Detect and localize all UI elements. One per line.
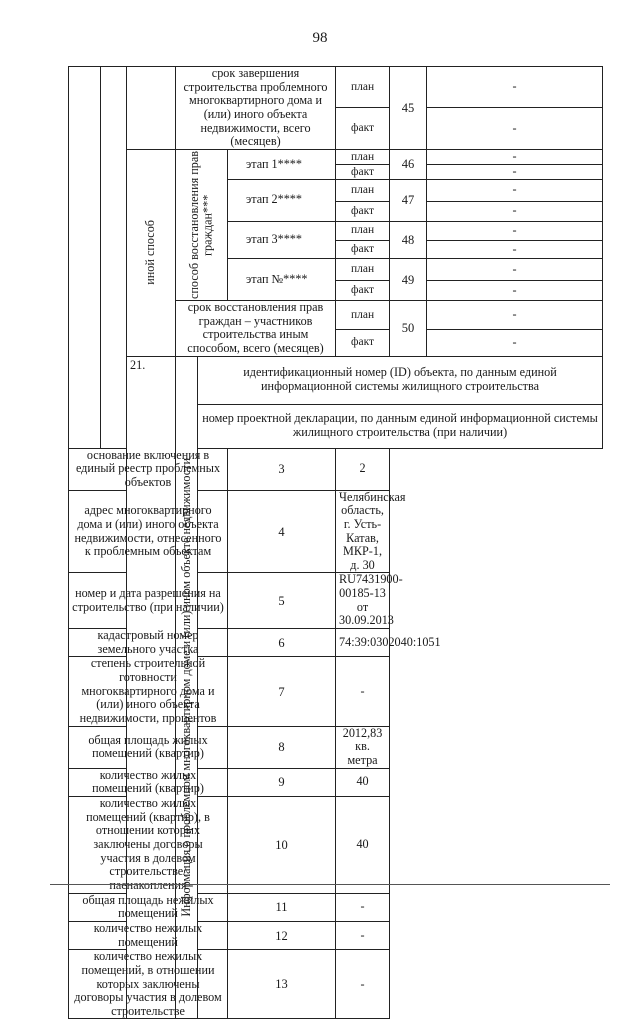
field-num: 4 bbox=[228, 490, 336, 573]
plan-label: план bbox=[336, 259, 390, 281]
field-label: общая площадь жилых помещений (квартир) bbox=[69, 726, 228, 768]
fact-label: факт bbox=[336, 164, 390, 179]
other-way-label: иной способ bbox=[143, 220, 158, 286]
fact-label: факт bbox=[336, 108, 390, 149]
table-row bbox=[69, 356, 603, 404]
field-label: степень строительной готовности многоквартирного дома и (или) иного объекта недвижимости, процентов bbox=[69, 657, 228, 726]
stage-num: 48 bbox=[390, 221, 427, 259]
stage-plan-value: - bbox=[427, 221, 603, 241]
stage-num: 49 bbox=[390, 259, 427, 301]
restoration-term-plan-value: - bbox=[427, 300, 603, 329]
field-num: 3 bbox=[228, 448, 336, 490]
field-value: Челябинская область, г. Усть-Катав, МКР-1, д. 30 bbox=[336, 490, 390, 573]
field-num: 11 bbox=[228, 893, 336, 921]
completion-label: срок завершения строительства проблемного многоквартирного дома и (или) иного объекта недвижимости, всего (месяцев) bbox=[176, 67, 336, 150]
field-num: 7 bbox=[228, 657, 336, 726]
stage-plan-value: - bbox=[427, 259, 603, 281]
stage-label: этап №**** bbox=[228, 259, 336, 301]
field-value: 40 bbox=[336, 796, 390, 893]
field-num: 12 bbox=[228, 921, 336, 949]
section-title: Информация о проблемном многоквартирном доме и (или) ином объекте недвижимости bbox=[178, 458, 193, 917]
table-row bbox=[69, 921, 603, 949]
stage-plan-value: - bbox=[427, 179, 603, 201]
stage-label: этап 3**** bbox=[228, 221, 336, 259]
restoration-term-fact-value: - bbox=[427, 330, 603, 357]
field-label: количество нежилых помещений bbox=[69, 921, 228, 949]
field-label: номер и дата разрешения на строительство (при наличии) bbox=[69, 573, 228, 629]
field-label: основание включения в единый реестр проблемных объектов bbox=[69, 448, 228, 490]
empty-cell bbox=[127, 67, 176, 150]
field-value: - bbox=[336, 893, 390, 921]
field-value: - bbox=[336, 950, 390, 1019]
completion-plan-value: - bbox=[427, 67, 603, 108]
section-cell bbox=[101, 67, 127, 449]
field-label: кадастровый номер земельного участка bbox=[69, 629, 228, 657]
row-number: 21. bbox=[127, 356, 176, 1019]
completion-num: 45 bbox=[390, 67, 427, 150]
fact-label: факт bbox=[336, 280, 390, 300]
stage-fact-value: - bbox=[427, 241, 603, 259]
field-label: идентификационный номер (ID) объекта, по данным единой информационной системы жилищного строительства bbox=[198, 356, 603, 404]
field-num: 13 bbox=[228, 950, 336, 1019]
field-label: количество нежилых помещений, в отношении которых заключены договоры участия в долевом строительстве bbox=[69, 950, 228, 1019]
field-label: количество жилых помещений (квартир), в отношении которых заключены договоры участия в долевом строительстве/паенакопления bbox=[69, 796, 228, 893]
restoration-way-cell bbox=[176, 149, 228, 300]
other-way-cell bbox=[127, 149, 176, 356]
plan-label: план bbox=[336, 179, 390, 201]
plan-label: план bbox=[336, 221, 390, 241]
table-row bbox=[69, 950, 603, 1019]
stage-fact-value: - bbox=[427, 280, 603, 300]
field-value: 2 bbox=[336, 448, 390, 490]
footer-rule bbox=[50, 884, 610, 885]
table-row bbox=[69, 67, 603, 108]
plan-label: план bbox=[336, 67, 390, 108]
table-row bbox=[69, 448, 603, 490]
row-number-cell bbox=[69, 67, 101, 449]
field-value: - bbox=[336, 657, 390, 726]
field-value: 2012,83 кв. метра bbox=[336, 726, 390, 768]
table-row bbox=[69, 796, 603, 893]
stage-plan-value: - bbox=[427, 149, 603, 164]
fact-label: факт bbox=[336, 201, 390, 221]
restoration-way-label: способ восстановления прав граждан*** bbox=[187, 150, 215, 299]
field-value: 40 bbox=[336, 768, 390, 796]
field-num: 8 bbox=[228, 726, 336, 768]
restoration-term-num: 50 bbox=[390, 300, 427, 356]
field-num: 5 bbox=[228, 573, 336, 629]
stage-num: 47 bbox=[390, 179, 427, 221]
field-num: 10 bbox=[228, 796, 336, 893]
table-row bbox=[69, 893, 603, 921]
field-value: - bbox=[336, 921, 390, 949]
table-row bbox=[69, 149, 603, 164]
field-label: общая площадь нежилых помещений bbox=[69, 893, 228, 921]
table-row bbox=[69, 573, 603, 629]
plan-label: план bbox=[336, 300, 390, 329]
field-label: количество жилых помещений (квартир) bbox=[69, 768, 228, 796]
fact-label: факт bbox=[336, 330, 390, 357]
stage-num: 46 bbox=[390, 149, 427, 179]
table-row bbox=[69, 768, 603, 796]
fact-label: факт bbox=[336, 241, 390, 259]
table-row bbox=[69, 629, 603, 657]
stage-fact-value: - bbox=[427, 201, 603, 221]
stage-fact-value: - bbox=[427, 164, 603, 179]
stage-label: этап 2**** bbox=[228, 179, 336, 221]
field-label: адрес многоквартирного дома и (или) иного объекта недвижимости, отнесенного к проблемным объектам bbox=[69, 490, 228, 573]
table-row bbox=[69, 726, 603, 768]
table-row bbox=[69, 657, 603, 726]
field-value: 74:39:0302040:1051 bbox=[336, 629, 390, 657]
field-value: RU7431900-00185-13 от 30.09.2013 bbox=[336, 573, 390, 629]
table-row bbox=[69, 490, 603, 573]
registry-table bbox=[68, 66, 603, 1019]
stage-label: этап 1**** bbox=[228, 149, 336, 179]
restoration-term-label: срок восстановления прав граждан – участников строительства иным способом, всего (месяцев) bbox=[176, 300, 336, 356]
field-num: 6 bbox=[228, 629, 336, 657]
completion-fact-value: - bbox=[427, 108, 603, 149]
field-label: номер проектной декларации, по данным единой информационной системы жилищного строительства (при наличии) bbox=[198, 404, 603, 448]
field-num: 9 bbox=[228, 768, 336, 796]
plan-label: план bbox=[336, 149, 390, 164]
page-number: 98 bbox=[312, 30, 328, 46]
